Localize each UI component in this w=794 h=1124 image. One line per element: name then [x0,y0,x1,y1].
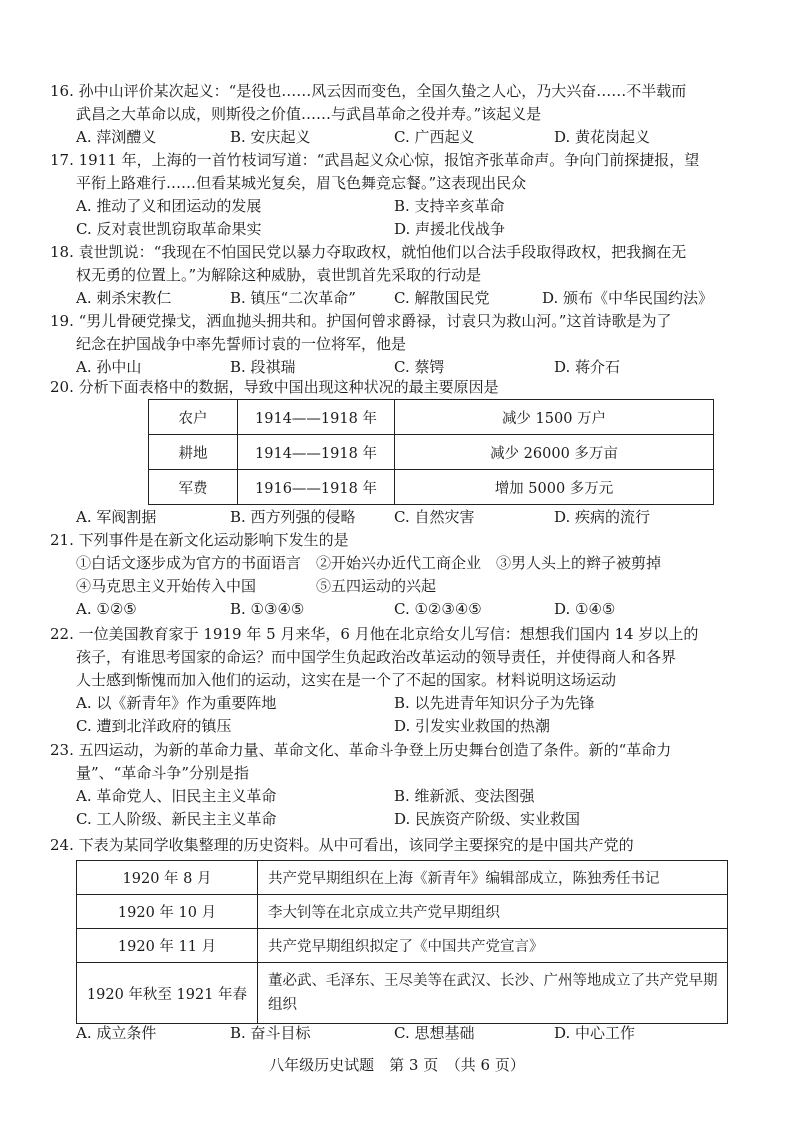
table-cell-date: 1920 年 8 月 [77,861,258,895]
q24-option-c: C. 思想基础 [394,1024,475,1042]
q22-stem-line3: 人士感到惭愧而加入他们的运动，这实在是一个了不起的国家。材料说明这场运动 [76,671,617,689]
q18-stem-line1: 18. 袁世凯说：“我现在不怕国民党以暴力夺取政权，就怕他们以合法手段取得政权，把我搁在无 [50,243,687,261]
table-cell: 1916——1918 年 [238,470,395,505]
q17-option-d: D. 声援北伐战争 [394,220,506,238]
q21-stem: 21. 下列事件是在新文化运动影响下发生的是 [50,531,349,549]
q22-option-d: D. 引发实业救国的热潮 [394,717,551,735]
table-row [77,895,728,929]
q23-option-c: C. 工人阶级、新民主主义革命 [76,810,277,828]
q24-option-b: B. 奋斗目标 [230,1024,311,1042]
table-cell-event-text: 董必武、毛泽东、王尽美等在武汉、长沙、广州等地成立了共产党早期组织 [268,973,718,1013]
q16-option-d: D. 黄花岗起义 [554,128,651,146]
q22-option-a: A. 以《新青年》作为重要阵地 [76,694,277,712]
q16-stem-line1: 16. 孙中山评价某次起义：“是役也……风云因而变色，全国久蛰之人心，乃大兴奋……不半载而 [50,82,687,100]
table-cell-date: 1920 年秋至 1921 年春 [77,963,258,1024]
q20-option-c: C. 自然灾害 [394,508,475,526]
q23-option-b: B. 维新派、变法图强 [394,787,535,805]
q23-option-d: D. 民族资产阶级、实业救国 [394,810,581,828]
q21-items-line2: ④马克思主义开始传入中国 ⑤五四运动的兴起 [76,577,437,595]
q17-option-c: C. 反对袁世凯窃取革命果实 [76,220,262,238]
q17-stem-line1: 17. 1911 年，上海的一首竹枝词写道：“武昌起义众心惊，报馆齐张革命声。争向门前探捷报，望 [50,151,700,169]
q18-option-a: A. 刺杀宋教仁 [76,289,172,307]
q20-option-b: B. 西方列强的侵略 [230,508,356,526]
q23-option-a: A. 革命党人、旧民主主义革命 [76,787,277,805]
table-row [77,963,728,1024]
q22-stem-line1: 22. 一位美国教育家于 1919 年 5 月来华，6 月他在北京给女儿写信：想想我们国内 14 岁以上的 [50,625,699,643]
q17-option-b: B. 支持辛亥革命 [394,197,505,215]
q17-option-a: A. 推动了义和团运动的发展 [76,197,262,215]
table-cell: 减少 26000 多万亩 [395,435,714,470]
page-footer: 八年级历史试题 第 3 页 （共 6 页） [269,1056,525,1074]
table-row [149,400,714,435]
table-row [149,470,714,505]
q18-stem-line2: 权无勇的位置上。”为解除这种威胁，袁世凯首先采取的行动是 [76,266,482,284]
table-cell: 军费 [149,470,238,505]
q19-stem-line2: 纪念在护国战争中率先誓师讨袁的一位将军，他是 [76,335,407,353]
table-cell-date: 1920 年 11 月 [77,929,258,963]
table-cell-event: 共产党早期组织拟定了《中国共产党宣言》 [258,929,728,963]
q20-stem: 20. 分析下面表格中的数据，导致中国出现这种状况的最主要原因是 [50,378,499,396]
q22-option-c: C. 遭到北洋政府的镇压 [76,717,232,735]
q20-option-d: D. 疾病的流行 [554,508,651,526]
q24-option-a: A. 成立条件 [76,1024,157,1042]
q21-option-b: B. ①③④⑤ [230,600,305,618]
table-cell-event [258,963,728,1024]
q23-stem-line2: 量”、“革命斗争”分别是指 [76,764,250,782]
q20-data-table [148,399,714,505]
table-cell: 减少 1500 万户 [395,400,714,435]
q21-option-c: C. ①②③④⑤ [394,600,482,618]
q24-option-d: D. 中心工作 [554,1024,636,1042]
q16-option-b: B. 安庆起义 [230,128,311,146]
q19-stem-line1: 19. “男儿骨硬党操戈，洒血抛头拥共和。护国何曾求爵禄，讨袁只为救山河。”这首诗歌是为了 [50,312,672,330]
q16-stem-line2: 武昌之大革命以成，则斯役之价值……与武昌革命之役并寿。”该起义是 [76,105,542,123]
q16-option-a: A. 萍浏醴义 [76,128,157,146]
q17-stem-line2: 平衔上路难行……但看某城光复矣，眉飞色舞竞忘餐。”这表现出民众 [76,174,527,192]
q23-stem-line1: 23. 五四运动，为新的革命力量、革命文化、革命斗争登上历史舞台创造了条件。新的“革命力 [50,741,672,759]
table-cell: 1914——1918 年 [238,400,395,435]
table-cell: 农户 [149,400,238,435]
q19-option-a: A. 孙中山 [76,358,142,376]
table-cell: 增加 5000 多万元 [395,470,714,505]
table-cell-event: 李大钊等在北京成立共产党早期组织 [258,895,728,929]
q19-option-c: C. 蔡锷 [394,358,445,376]
table-cell-date: 1920 年 10 月 [77,895,258,929]
table-row [77,861,728,895]
q18-option-c: C. 解散国民党 [394,289,490,307]
q21-option-a: A. ①②⑤ [76,600,137,618]
q19-option-b: B. 段祺瑞 [230,358,296,376]
q24-history-table [76,860,728,1024]
q22-option-b: B. 以先进青年知识分子为先锋 [394,694,595,712]
table-cell-event: 共产党早期组织在上海《新青年》编辑部成立，陈独秀任书记 [258,861,728,895]
q19-option-d: D. 蒋介石 [554,358,621,376]
table-cell: 1914——1918 年 [238,435,395,470]
q22-stem-line2: 孩子，有谁思考国家的命运？而中国学生负起政治改革运动的领导责任，并使得商人和各界 [76,648,677,666]
q18-option-b: B. 镇压“二次革命” [230,289,356,307]
q16-option-c: C. 广西起义 [394,128,475,146]
table-row [77,929,728,963]
q21-items-line1: ①白话文逐步成为官方的书面语言 ②开始兴办近代工商企业 ③男人头上的辫子被剪掉 [76,554,662,572]
q24-stem: 24. 下表为某同学收集整理的历史资料。从中可看出，该同学主要探究的是中国共产党的 [50,836,634,854]
q18-option-d: D. 颁布《中华民国约法》 [542,289,714,307]
table-cell: 耕地 [149,435,238,470]
q21-option-d: D. ①④⑤ [554,600,616,618]
q20-option-a: A. 军阀割据 [76,508,157,526]
table-row [149,435,714,470]
